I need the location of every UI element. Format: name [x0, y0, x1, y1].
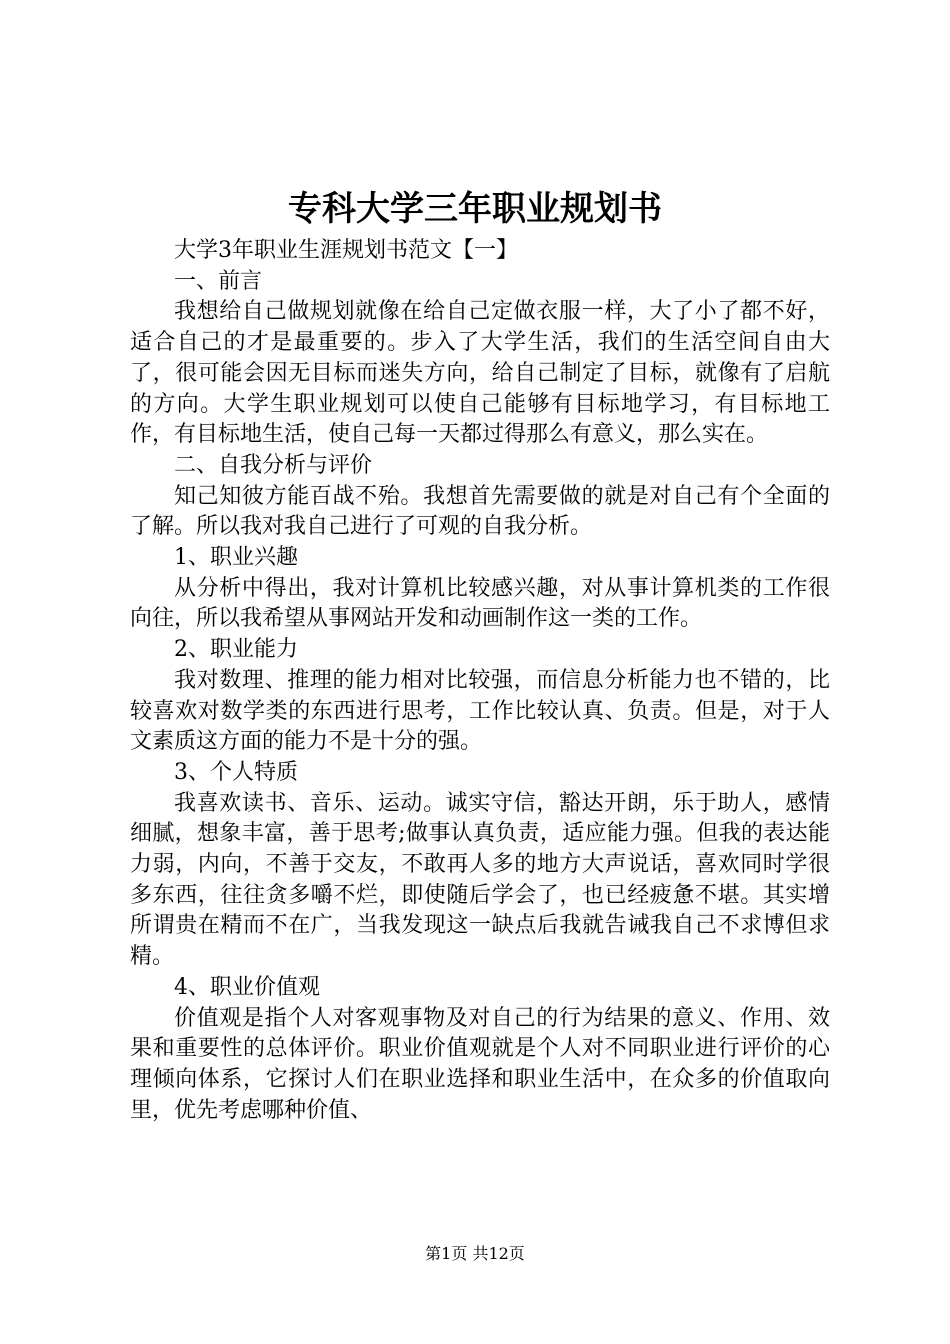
section-heading: 2、职业能力	[174, 637, 298, 663]
section-heading: 一、前言	[174, 268, 263, 294]
page-footer: 第1页 共12页	[425, 1244, 525, 1263]
document-title: 专科大学三年职业规划书	[288, 189, 662, 229]
body-paragraph: 价值观是指个人对客观事物及对自己的行为结果的意义、作用、效果和重要性的总体评价。职业价值观就是个人对不同职业进行评价的心理倾向体系，它探讨人们在职业选择和职业生活中，在众多的价值取向里，优先考虑哪种价值、	[130, 1005, 830, 1123]
section-heading: 4、职业价值观	[174, 974, 320, 1000]
section-heading: 3、个人特质	[174, 759, 298, 785]
section-heading: 二、自我分析与评价	[174, 452, 373, 478]
section-heading: 大学3年职业生涯规划书范文【一】	[174, 238, 518, 263]
body-paragraph: 我想给自己做规划就像在给自己定做衣服一样，大了小了都不好，适合自己的才是最重要的。步入了大学生活，我们的生活空间自由大了，很可能会因无目标而迷失方向，给自己制定了目标，就像有了启航的方向。大学生职业规划可以使自己能够有目标地学习，有目标地工作，有目标地生活，使自己每一天都过得那么有意义，那么实在。	[130, 299, 830, 448]
section-heading: 1、职业兴趣	[174, 545, 298, 571]
body-paragraph: 知己知彼方能百战不殆。我想首先需要做的就是对自己有个全面的了解。所以我对我自己进行了可观的自我分析。	[130, 483, 830, 540]
body-paragraph: 我对数理、推理的能力相对比较强，而信息分析能力也不错的，比较喜欢对数学类的东西进行思考，工作比较认真、负责。但是，对于人文素质这方面的能力不是十分的强。	[130, 667, 830, 755]
body-paragraph: 从分析中得出，我对计算机比较感兴趣，对从事计算机类的工作很向往，所以我希望从事网站开发和动画制作这一类的工作。	[130, 575, 830, 632]
document-body	[130, 236, 830, 1126]
body-paragraph: 我喜欢读书、音乐、运动。诚实守信，豁达开朗，乐于助人，感情细腻，想象丰富，善于思考;做事认真负责，适应能力强。但我的表达能力弱，内向，不善于交友，不敢再人多的地方大声说话，喜欢同时学很多东西，往往贪多嚼不烂，即使随后学会了，也已经疲惫不堪。其实增所谓贵在精而不在广，当我发现这一缺点后我就告诫我自己不求博但求精。	[130, 790, 830, 970]
